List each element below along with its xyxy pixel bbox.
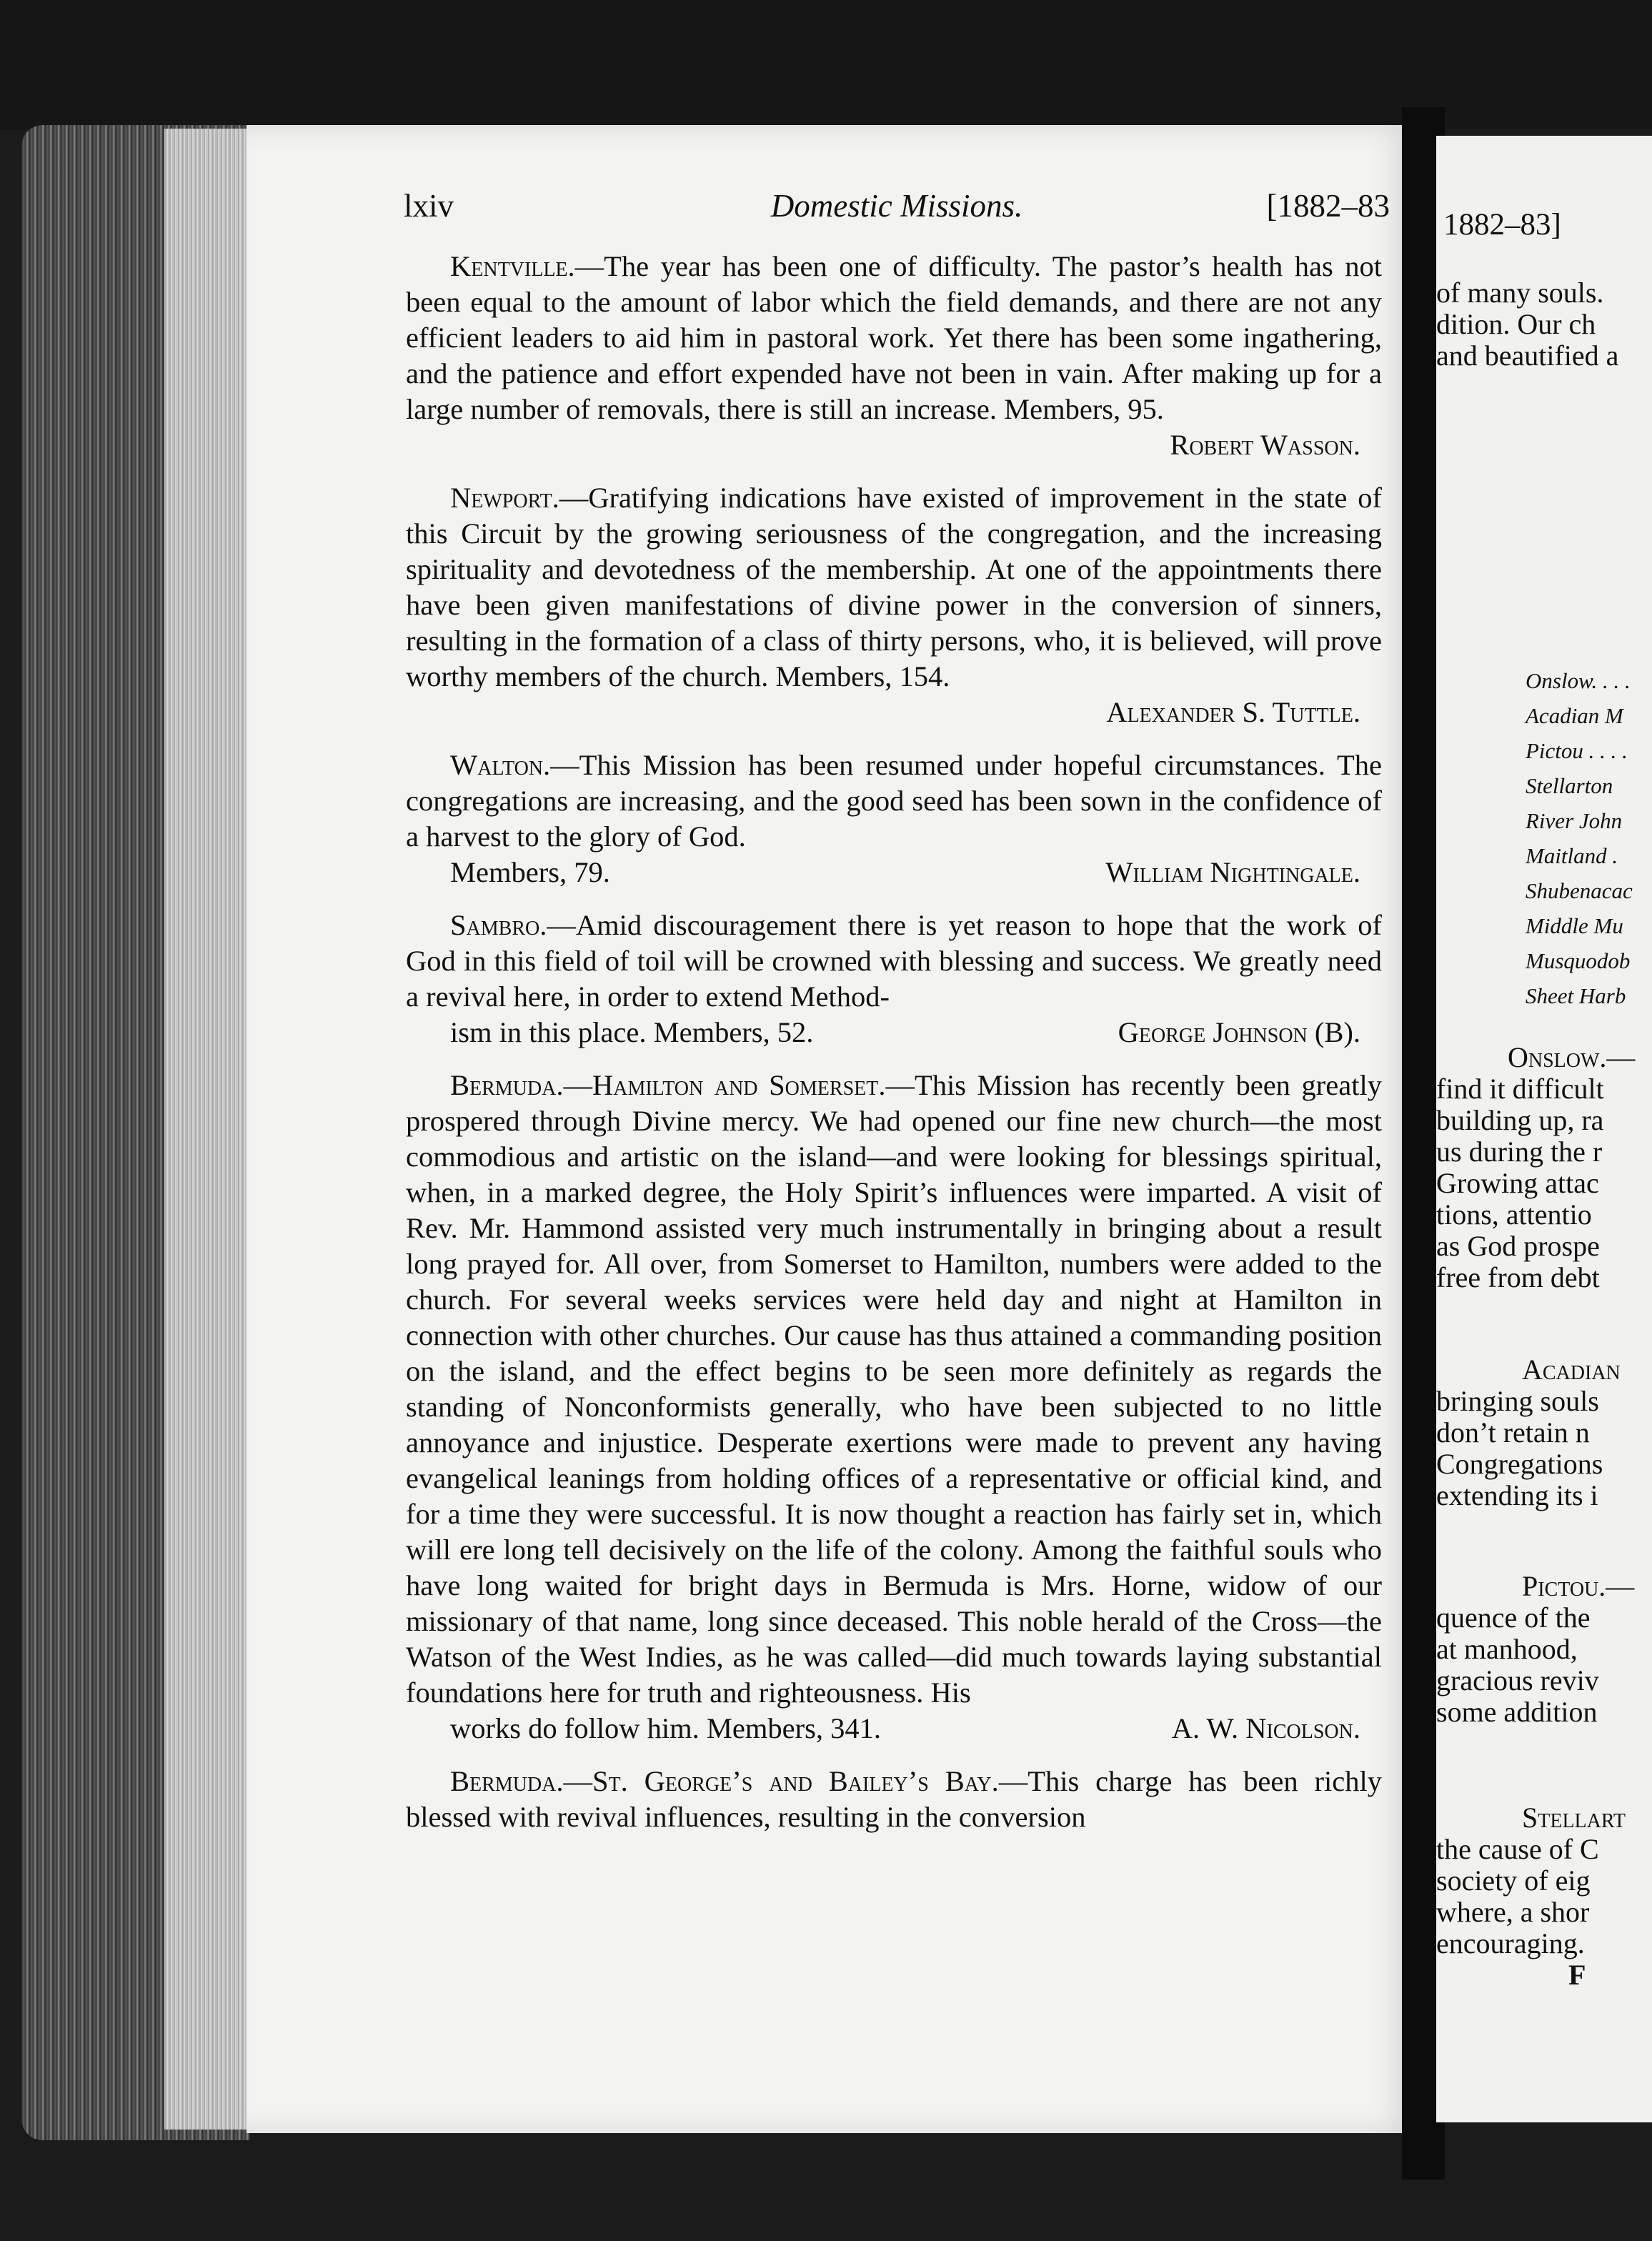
- report-closing-line: [406, 855, 1382, 890]
- right-line: Congregations: [1436, 1448, 1603, 1480]
- report-place: Bermuda.—Hamilton and Somerset.: [450, 1069, 886, 1101]
- right-line: where, a shor: [1436, 1896, 1590, 1928]
- report-closing-line: [406, 1711, 1382, 1746]
- report-last-line: ism in this place. Members, 52.: [450, 1016, 814, 1048]
- report-place: Sambro.: [450, 909, 547, 941]
- report-body: —The year has been one of difficulty. The pastor’s health has not been equal to the amount of labor which the field demands, and there are not any efficient leaders to aid him in pastoral work. Yet there has been some ingathering, and the patience and effort expended have not been in vain. After making up for a large number of removals, there is still an increase. Members, 95.: [406, 250, 1382, 425]
- report-place: Kentville.: [450, 250, 575, 282]
- right-line: dition. Our ch: [1436, 308, 1596, 340]
- report-kentville: [406, 249, 1382, 463]
- right-line: don’t retain n: [1436, 1416, 1590, 1449]
- right-line: building up, ra: [1436, 1104, 1604, 1136]
- circuit-list-item: Pictou . . . .: [1526, 738, 1628, 763]
- right-line: at manhood,: [1436, 1633, 1578, 1665]
- main-text-column: [406, 249, 1382, 1852]
- report-sambro: [406, 908, 1382, 1050]
- report-newport: [406, 480, 1382, 730]
- report-place: Newport.: [450, 482, 559, 514]
- report-bermuda-hamilton: [406, 1068, 1382, 1746]
- circuit-list-item: River John: [1526, 808, 1623, 833]
- circuit-list-item: Musquodob: [1526, 948, 1631, 973]
- right-line: bringing souls: [1436, 1385, 1599, 1417]
- right-line: extending its i: [1436, 1479, 1598, 1511]
- circuit-list-item: Acadian M: [1526, 703, 1623, 728]
- right-line: Acadian: [1522, 1353, 1621, 1386]
- report-closing-line: [406, 1015, 1382, 1050]
- circuit-list-item: Sheet Harb: [1526, 983, 1626, 1008]
- report-body: —This Mission has been resumed under hopeful circumstances. The congregations are increasing, and the good seed has been sown in the confidence of a harvest to the glory of God.: [406, 749, 1382, 853]
- report-signature: George Johnson (B).: [1118, 1016, 1360, 1048]
- circuit-list: [1526, 663, 1633, 1013]
- right-line: the cause of C: [1436, 1833, 1599, 1865]
- right-block-stellarton: [1436, 1802, 1626, 1991]
- report-walton: [406, 747, 1382, 890]
- right-line: us during the r: [1436, 1136, 1603, 1168]
- report-body: —This charge has been richly blessed with revival influences, resulting in the conversion: [406, 1765, 1383, 1833]
- report-body: —This Mission has recently been greatly prospered through Divine mercy. We had opened our fine new church—the most commodious and artistic on the island—and were looking for blessings spiritual, when, in a marked degree, the Holy Spirit’s influences were imparted. A visit of Rev. Mr. Hammond assisted very much instrumentally in bringing about a result long prayed for. All over, from Somerset to Hamilton, numbers were added to the church. For several weeks services were held day and night at Hamilton in connection with other churches. Our cause has thus attained a commanding position on the island, and the effect begins to be seen more definitely as regards the standing of Nonconformists generally, who have been subjected to no little annoyance and injustice. Desperate exertions were made to prevent any having evangelical leanings from holding offices of a representative or official kind, and for a time they were successful. It is now thought a reaction has fairly set in, which will ere long tell decisively on the life of the colony. Among the faithful souls who have long waited for bright days in Bermuda is Mrs. Horne, widow of our missionary of that name, long since deceased. This noble herald of the Cross—the Watson of the West Indies, as he was called—did much towards laying substantial foundations here for truth and righteousness. His: [406, 1069, 1382, 1709]
- report-bermuda-st-georges: [406, 1764, 1382, 1835]
- circuit-list-item: Stellarton: [1526, 773, 1613, 798]
- page-stack-edge: [164, 129, 250, 2130]
- right-line: Pictou.—: [1522, 1570, 1635, 1602]
- right-line: some addition: [1436, 1696, 1598, 1728]
- signature-mark: F: [1568, 1959, 1586, 1991]
- report-body: —Amid discouragement there is yet reason to hope that the work of God in this field of toil will be crowned with blessing and success. We greatly need a revival here, in order to extend Method-: [406, 909, 1382, 1013]
- right-line: Growing attac: [1436, 1167, 1599, 1199]
- right-line: Stellart: [1522, 1802, 1626, 1834]
- right-block-pictou: [1436, 1571, 1634, 1728]
- right-line: gracious reviv: [1436, 1664, 1599, 1696]
- right-page-year: 1882–83]: [1443, 208, 1561, 242]
- report-last-line: Members, 79.: [450, 856, 610, 888]
- right-line: of many souls.: [1436, 277, 1604, 309]
- right-line: and beautified a: [1436, 339, 1619, 372]
- report-signature: A. W. Nicolson.: [1171, 1712, 1360, 1744]
- right-block-onslow: [1436, 1042, 1635, 1293]
- report-place: Walton.: [450, 749, 551, 781]
- right-line: free from debt: [1436, 1261, 1600, 1293]
- report-signature: William Nightingale.: [1105, 856, 1360, 888]
- circuit-list-item: Middle Mu: [1526, 913, 1623, 938]
- right-top-lines: [1436, 277, 1618, 372]
- report-place: Bermuda.—St. George’s and Bailey’s Bay.: [450, 1765, 999, 1797]
- header-year: [1882–83: [1266, 188, 1390, 224]
- page-number: lxiv: [404, 188, 454, 224]
- report-signature: Alexander S. Tuttle.: [1106, 696, 1360, 728]
- circuit-list-item: Shubenacac: [1526, 878, 1633, 903]
- right-line: tions, attentio: [1436, 1198, 1592, 1231]
- right-line: society of eig: [1436, 1864, 1591, 1897]
- report-body: —Gratifying indications have existed of improvement in the state of this Circuit by the growing seriousness of the congregation, and the increasing spirituality and devotedness of the membership. At one of the appointments there have been given manifestations of divine power in the conversion of sinners, resulting in the formation of a class of thirty persons, who, it is believed, will prove worthy members of the church. Members, 154.: [406, 482, 1382, 692]
- right-line: as God prospe: [1436, 1230, 1600, 1262]
- running-title: Domestic Missions.: [770, 188, 1023, 224]
- report-last-line: works do follow him. Members, 341.: [450, 1712, 881, 1744]
- right-line: quence of the: [1436, 1601, 1591, 1634]
- running-header: [404, 187, 1390, 230]
- circuit-list-item: Maitland .: [1526, 843, 1618, 868]
- right-line: Onslow.—: [1508, 1041, 1636, 1073]
- circuit-list-item: Onslow. . . .: [1526, 668, 1631, 693]
- right-block-acadian: [1436, 1354, 1621, 1511]
- right-line: encouraging.: [1436, 1927, 1585, 1959]
- right-line: find it difficult: [1436, 1073, 1604, 1105]
- report-signature: Robert Wasson.: [1170, 429, 1360, 461]
